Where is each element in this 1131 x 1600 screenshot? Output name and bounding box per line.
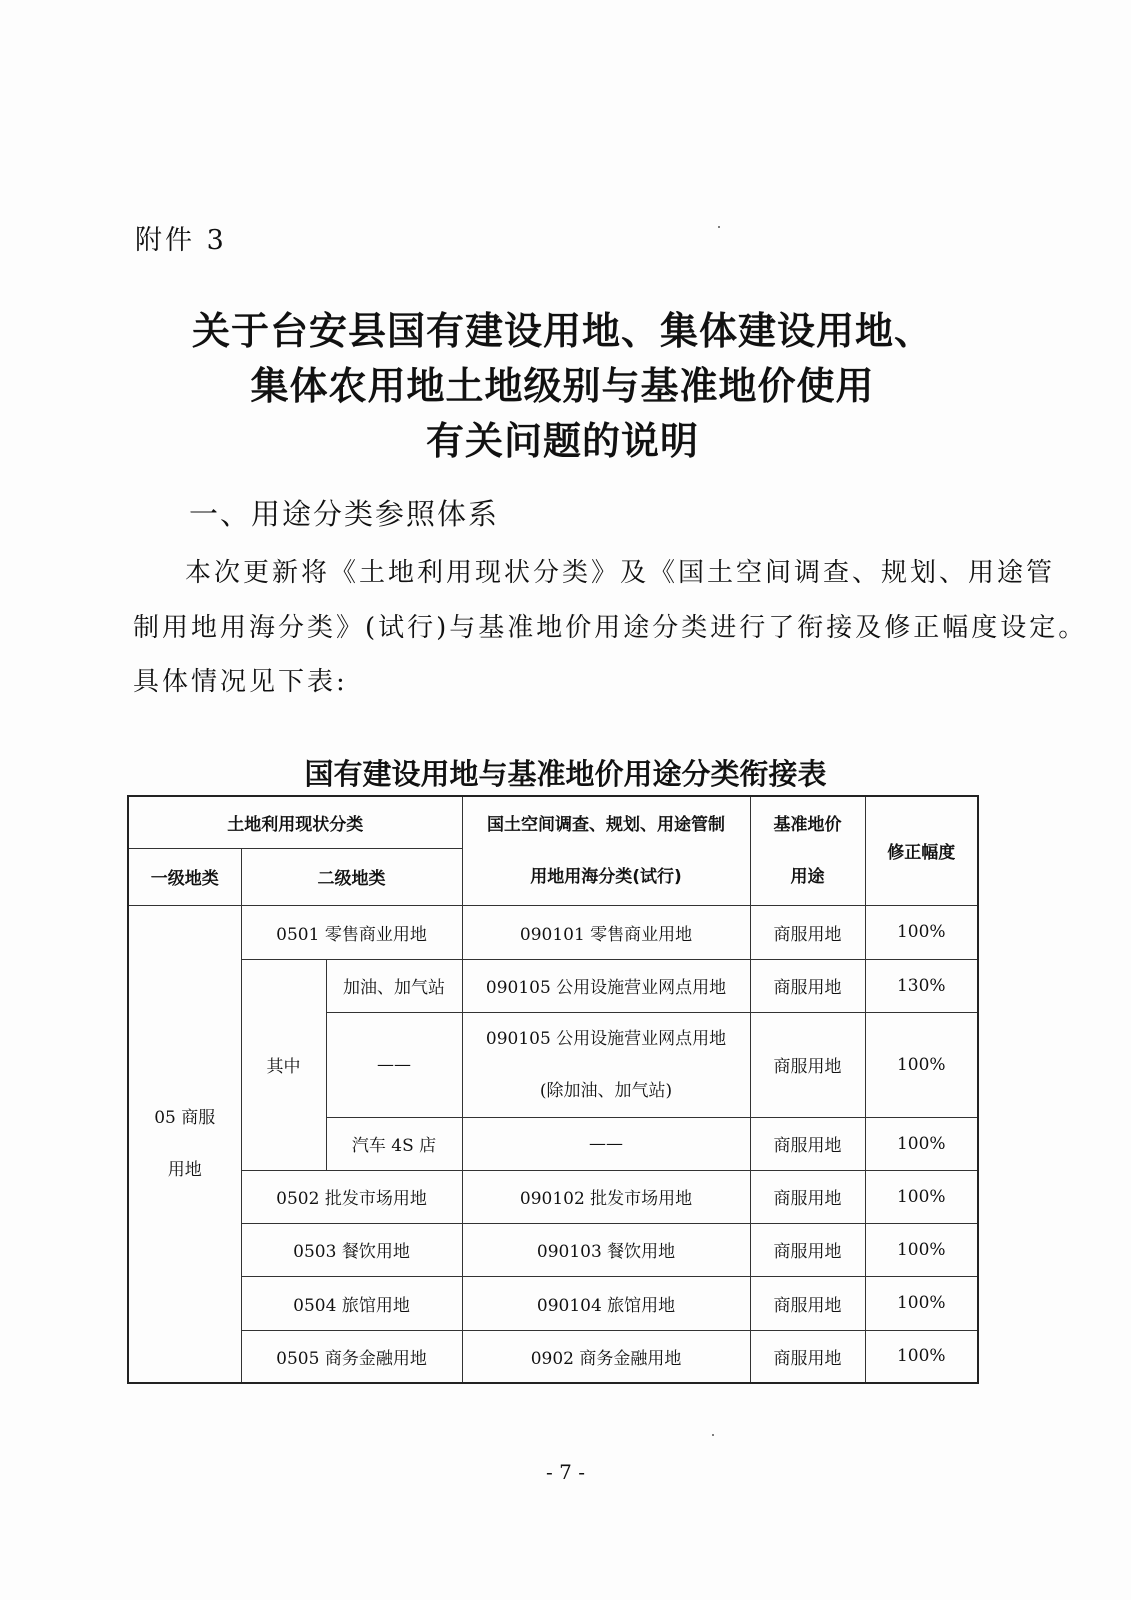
scan-speck: [712, 1434, 714, 1436]
cell-use: 商服用地: [750, 959, 865, 1012]
attachment-label: 附件 3: [135, 225, 227, 256]
header-spatial-line1: 国土空间调查、规划、用途管制: [487, 814, 726, 835]
header-level1: 一级地类: [128, 848, 241, 905]
cell-sub: 加油、加气站: [326, 959, 462, 1012]
header-correction: 修正幅度: [865, 796, 978, 905]
cell-level2: 0502 批发市场用地: [241, 1170, 462, 1223]
cell-use: 商服用地: [750, 1276, 865, 1330]
cell-pct: 100%: [865, 1276, 978, 1330]
cell-use: 商服用地: [750, 1330, 865, 1383]
cell-qizhong: 其中: [241, 959, 326, 1170]
header-current-class: 土地利用现状分类: [128, 796, 462, 848]
cell-use: 商服用地: [750, 1117, 865, 1170]
paragraph-line-2: 制用地用海分类》(试行)与基准地价用途分类进行了衔接及修正幅度设定。: [133, 613, 1088, 643]
title-line-1: 关于台安县国有建设用地、集体建设用地、: [191, 308, 933, 353]
title-line-2: 集体农用地土地级别与基准地价使用: [250, 363, 875, 408]
table-row: [128, 1276, 978, 1330]
table-row: [128, 959, 978, 1012]
table-row: [128, 1330, 978, 1383]
cell-pct: 130%: [865, 959, 978, 1012]
cell-level2: 0505 商务金融用地: [241, 1330, 462, 1383]
level1-line1: 05 商服: [154, 1107, 216, 1128]
cell-pct: 100%: [865, 1330, 978, 1383]
cell-level2: 0504 旅馆用地: [241, 1276, 462, 1330]
classification-table: [127, 795, 979, 1384]
cell-pct: 100%: [865, 1117, 978, 1170]
cell-pct: 100%: [865, 905, 978, 959]
title-line-3: 有关问题的说明: [425, 418, 699, 463]
cell-spatial: 090104 旅馆用地: [462, 1276, 750, 1330]
cell-use: 商服用地: [750, 1223, 865, 1276]
cell-use: 商服用地: [750, 1012, 865, 1117]
cell-pct: 100%: [865, 1223, 978, 1276]
table-row: [128, 1223, 978, 1276]
header-level2: 二级地类: [241, 848, 462, 905]
level1-line2: 用地: [167, 1159, 202, 1180]
page-number: - 7 -: [546, 1460, 585, 1484]
cell-level1: [128, 905, 241, 1383]
header-base-use-line1: 基准地价: [773, 814, 842, 835]
header-spatial-class: [462, 796, 750, 905]
cell-spatial: 090101 零售商业用地: [462, 905, 750, 959]
cell-spatial: 090103 餐饮用地: [462, 1223, 750, 1276]
paragraph-line-1: 本次更新将《土地利用现状分类》及《国土空间调查、规划、用途管: [185, 558, 1056, 588]
section-heading: 一、用途分类参照体系: [189, 497, 500, 531]
cell-use: 商服用地: [750, 1170, 865, 1223]
cell-spatial: 090105 公用设施营业网点用地: [462, 959, 750, 1012]
table-caption: 国有建设用地与基准地价用途分类衔接表: [304, 757, 827, 791]
cell-spatial: [462, 1012, 750, 1117]
header-spatial-line2: 用地用海分类(试行): [530, 866, 682, 887]
paragraph-line-3: 具体情况见下表:: [133, 667, 348, 697]
cell-sub: 汽车 4S 店: [326, 1117, 462, 1170]
header-base-use: [750, 796, 865, 905]
cell-level2: 0503 餐饮用地: [241, 1223, 462, 1276]
cell-pct: 100%: [865, 1012, 978, 1117]
header-base-use-line2: 用途: [790, 866, 825, 887]
scan-speck: [718, 226, 720, 228]
cell-spatial: ——: [462, 1117, 750, 1170]
cell-spatial: 090102 批发市场用地: [462, 1170, 750, 1223]
spatial-line2: (除加油、加气站): [539, 1080, 673, 1101]
table-row: [128, 905, 978, 959]
spatial-line1: 090105 公用设施营业网点用地: [485, 1028, 727, 1049]
table-row: [128, 1170, 978, 1223]
cell-spatial: 0902 商务金融用地: [462, 1330, 750, 1383]
cell-sub: ——: [326, 1012, 462, 1117]
cell-use: 商服用地: [750, 905, 865, 959]
cell-pct: 100%: [865, 1170, 978, 1223]
cell-level2: 0501 零售商业用地: [241, 905, 462, 959]
